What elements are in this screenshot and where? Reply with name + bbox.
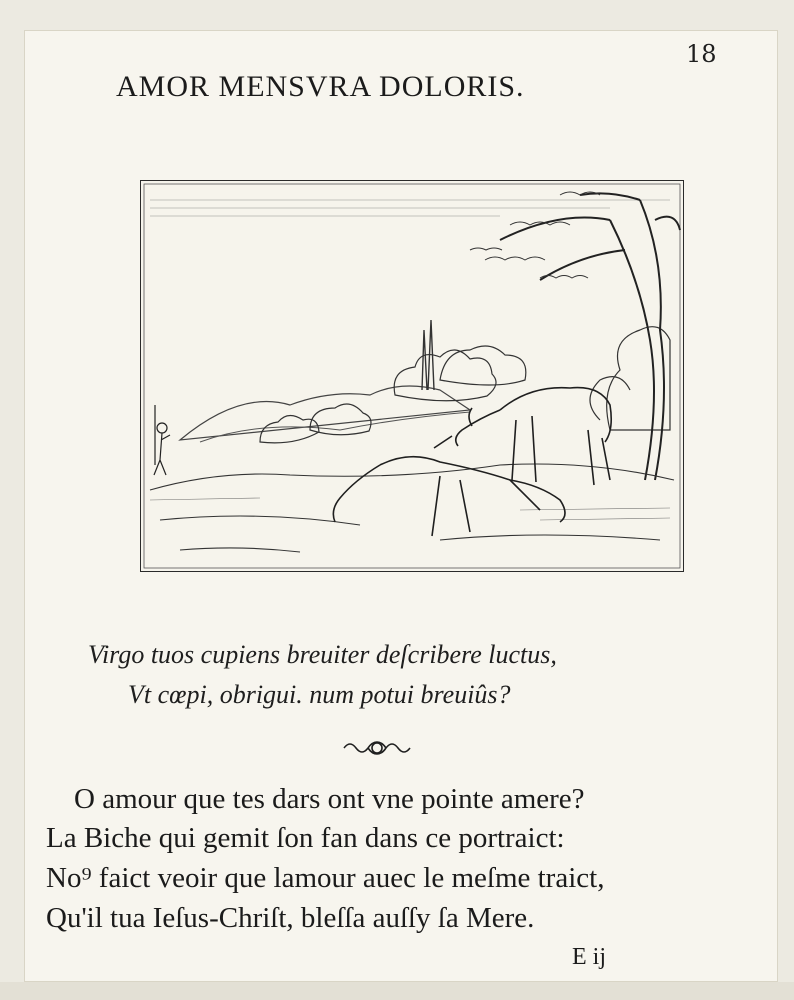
french-verse-line-1: O amour que tes dars ont vne pointe amere?	[74, 783, 585, 815]
french-verse-line-3: No⁹ faict veoir que lamour auec le meſme traict,	[46, 862, 605, 894]
engraving-plate	[140, 180, 684, 572]
page-number: 18	[686, 40, 717, 68]
mount-bottom-edge	[0, 982, 794, 1000]
latin-verse-line-2: Vt cœpi, obrigui. num potui breuiûs?	[128, 680, 511, 709]
page-title: AMOR MENSVRA DOLORIS.	[116, 70, 525, 103]
signature-mark: E ij	[572, 944, 606, 970]
fleuron-ornament-icon	[340, 735, 414, 761]
french-verse-line-2: La Biche qui gemit ſon fan dans ce portraict:	[46, 822, 565, 854]
latin-verse-line-1: Virgo tuos cupiens breuiter deſcribere luctus,	[88, 640, 557, 669]
french-verse-line-4: Qu'il tua Ieſus-Chriſt, bleſſa auſſy ſa Mere.	[46, 902, 535, 934]
